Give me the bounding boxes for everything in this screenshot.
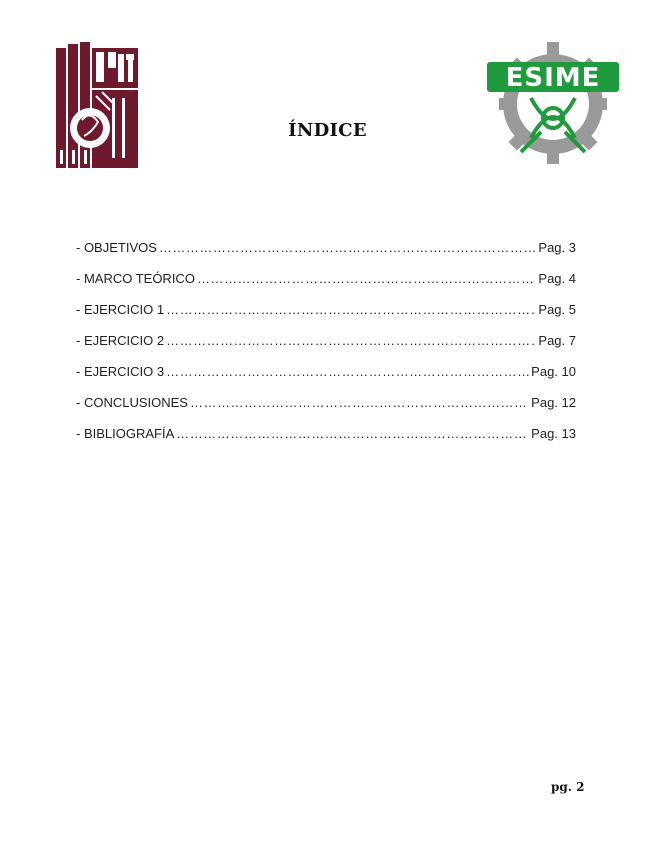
toc-entry-ejercicio-1 [76,302,576,333]
toc-page-number: Pag. 4 [538,271,576,286]
esime-logo-text: ESIME [505,63,601,93]
page-title: ÍNDICE [288,120,367,141]
toc-page-number: Pag. 12 [531,395,576,410]
toc-entry-ejercicio-3 [76,364,576,395]
toc-leader-dots [197,271,536,286]
toc-leader-dots [166,364,529,379]
toc-entry-conclusiones [76,395,576,426]
toc-page-number: Pag. 7 [538,333,576,348]
toc-leader-dots [190,395,529,410]
toc-entry-ejercicio-2 [76,333,576,364]
toc-leader-dots [166,333,536,348]
toc-page-number: Pag. 3 [538,240,576,255]
toc-label: - MARCO TEÓRICO [76,271,195,286]
toc-label: - EJERCICIO 3 [76,364,165,379]
toc-page-number: Pag. 13 [531,426,576,441]
toc-entry-objetivos [76,240,576,271]
toc-leader-dots [176,426,529,441]
toc-leader-dots [166,302,536,317]
toc-label: - EJERCICIO 1 [76,302,165,317]
toc-label: - OBJETIVOS [76,240,157,255]
toc-leader-dots [159,240,537,255]
table-of-contents [76,240,576,457]
toc-label: - BIBLIOGRAFÍA [76,426,175,441]
footer-page-number: pg. 2 [551,780,585,794]
toc-label: - EJERCICIO 2 [76,333,165,348]
esime-logo [485,40,621,164]
toc-entry-bibliografia [76,426,576,457]
toc-label: - CONCLUSIONES [76,395,188,410]
ipn-logo [52,40,142,172]
toc-entry-marco-teorico [76,271,576,302]
toc-page-number: Pag. 10 [531,364,576,379]
toc-page-number: Pag. 5 [538,302,576,317]
